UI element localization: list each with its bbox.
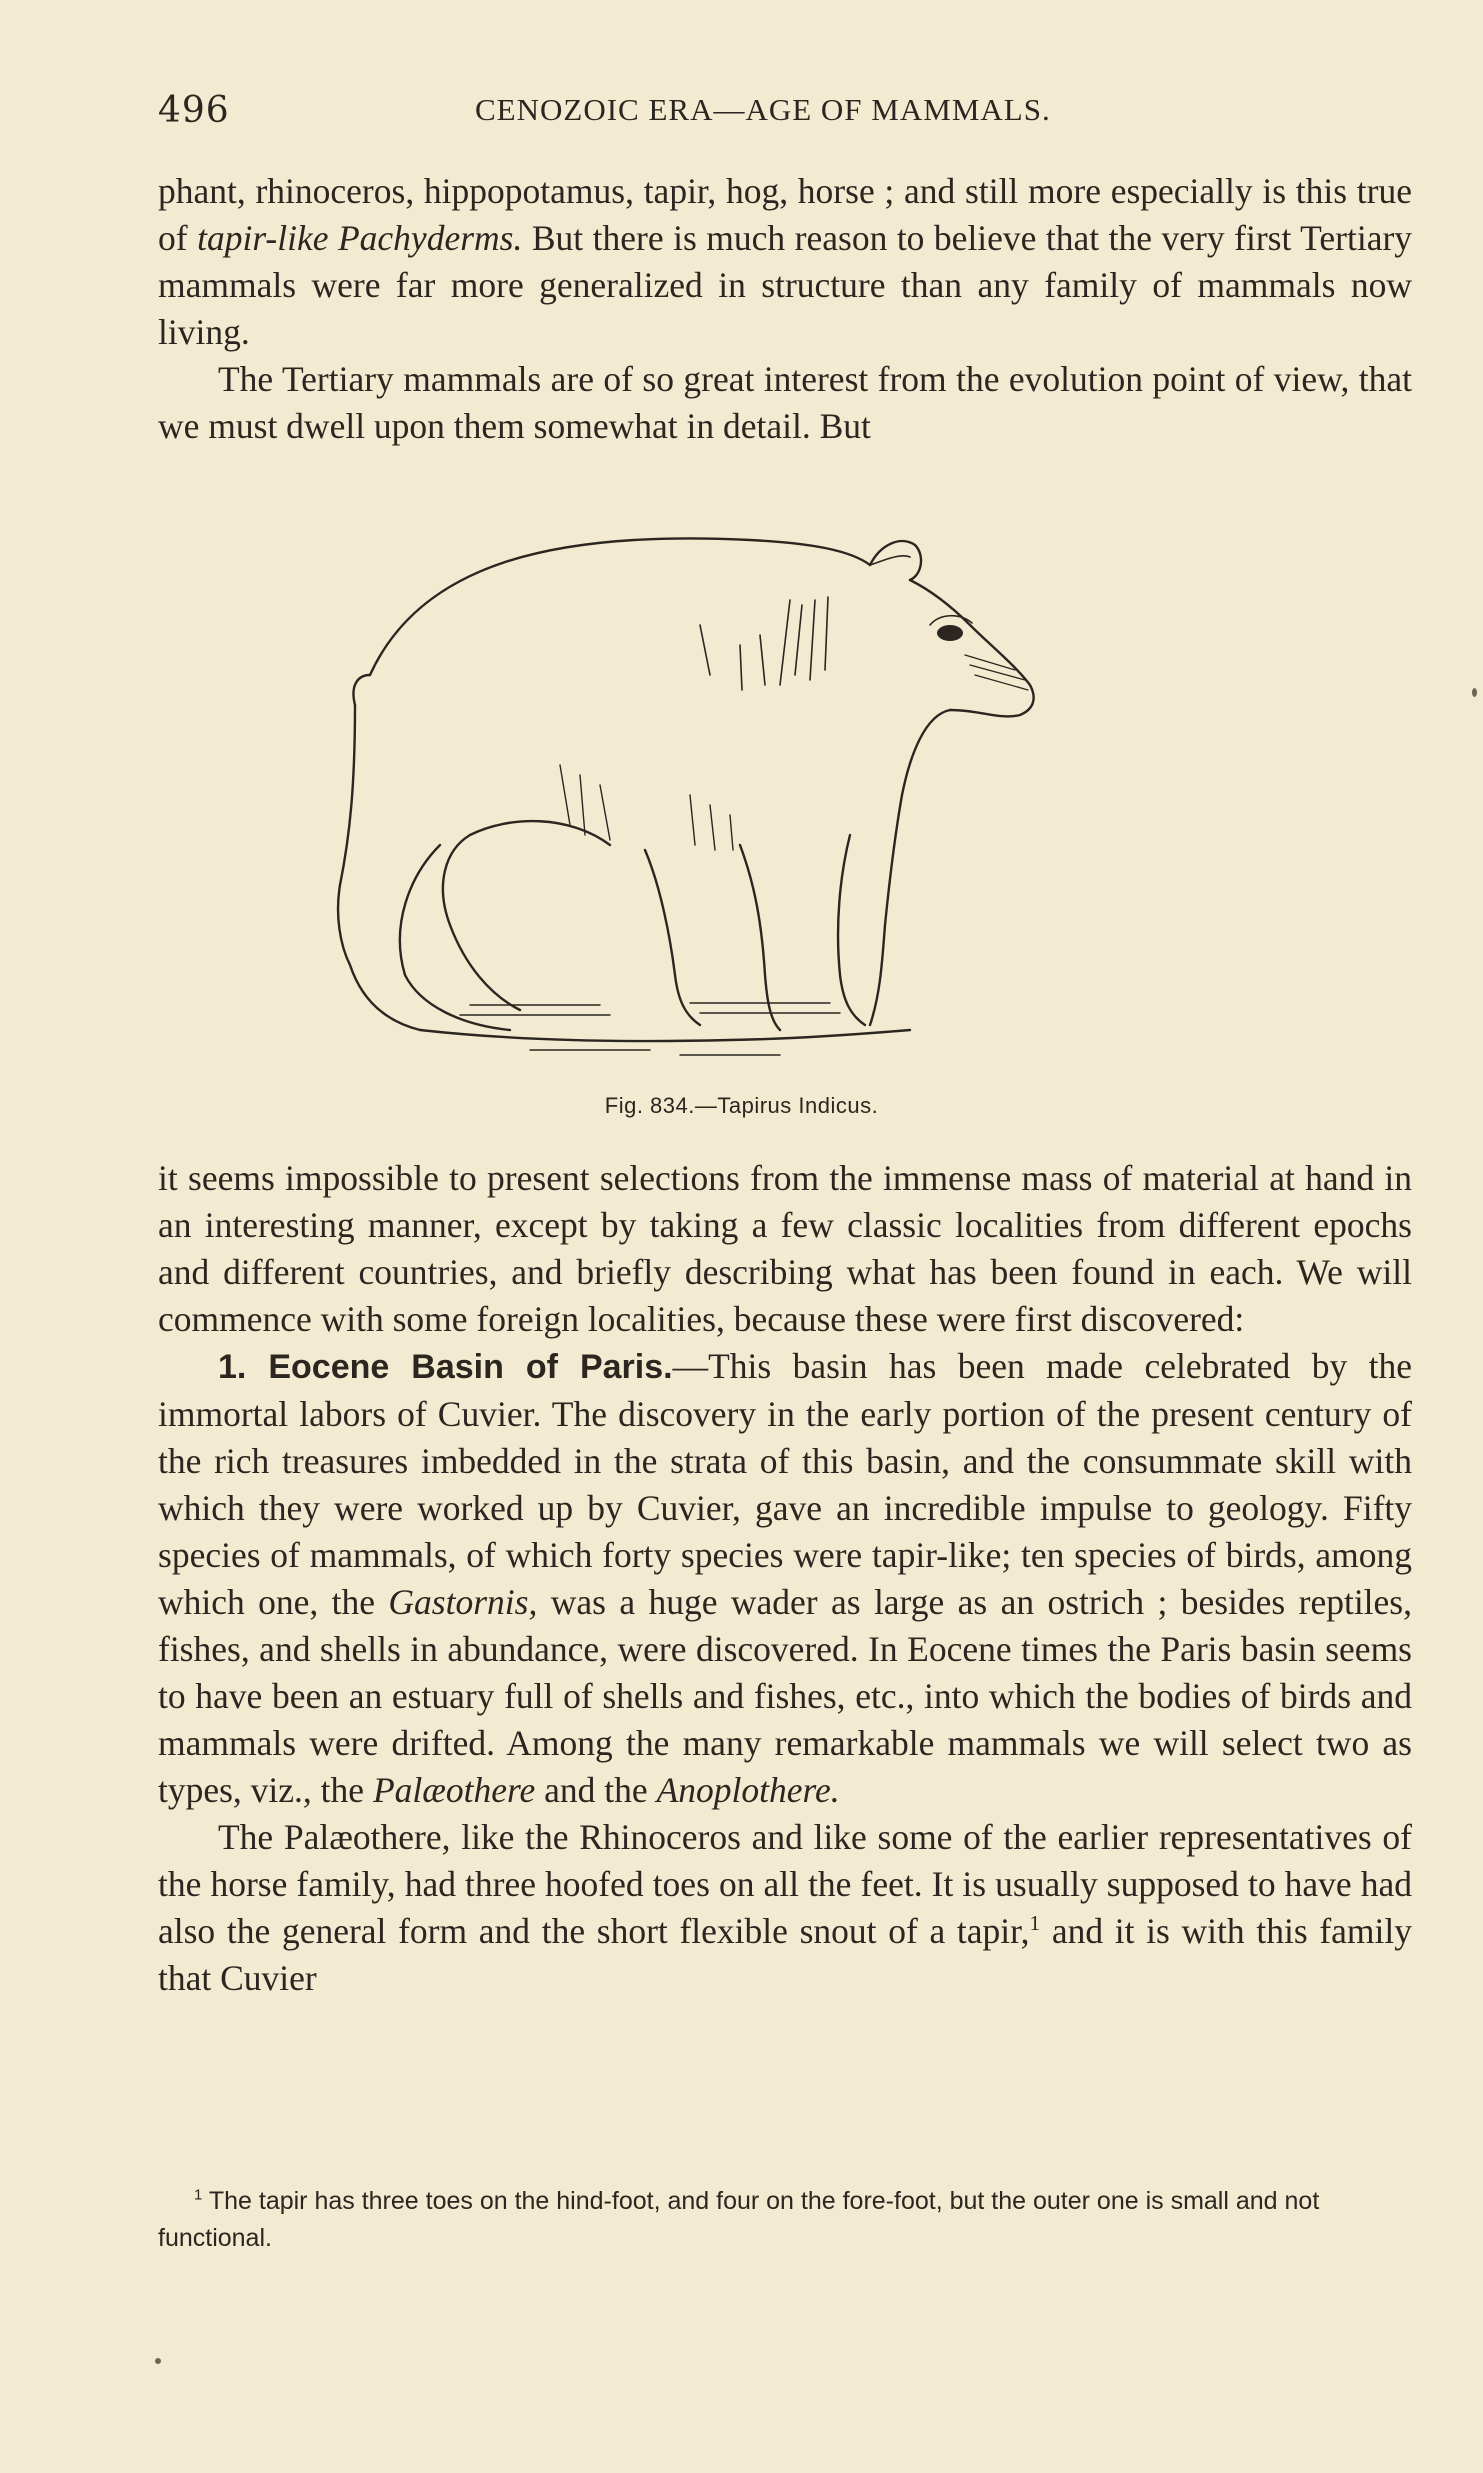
- tapir-illustration: [310, 505, 1040, 1085]
- emphasis: Palæothere: [372, 1770, 536, 1810]
- section-heading: 1. Eocene Basin of Paris.: [218, 1348, 673, 1386]
- paragraph: The Palæothere, like the Rhinoceros and like some of the earlier representatives of the horse family, had three hoofed toes on all the feet. It is usually supposed to have had also the general form and the short flexible snout of a tapir,$^1$ and it is with this family that Cuvier: [158, 1817, 1413, 1998]
- emphasis: Anoplothere.: [656, 1770, 840, 1810]
- footnote-text: The tapir has three toes on the hind-foot, and four on the fore-foot, but the outer one is small and not functional.: [158, 2187, 1320, 2252]
- paragraph: it seems impossible to present selections from the immense mass of material at hand in an interesting manner, except by taking a few classic localities from different epochs and different countries, and briefly describing what has been found in each. We will commence with some foreign localities, because these were first discovered:: [158, 1158, 1412, 1339]
- emphasis: tapir-like Pachyderms.: [197, 218, 523, 258]
- text-block-bottom: [158, 1155, 1412, 2002]
- running-title: CENOZOIC ERA—AGE OF MAMMALS.: [475, 92, 1051, 127]
- page-speck: [155, 2358, 161, 2364]
- footnote-marker: 1: [194, 2186, 203, 2204]
- footnote-ref: 1: [1029, 1911, 1041, 1936]
- running-head: [158, 90, 1408, 140]
- page-speck: [1472, 688, 1477, 697]
- page-number: 496: [158, 90, 230, 131]
- figure-caption: Fig. 834.—Tapirus Indicus.: [604, 1093, 879, 1118]
- emphasis: Gastornis,: [388, 1582, 538, 1622]
- text-block-top: [158, 168, 1412, 450]
- footnote: [158, 2183, 1412, 2257]
- paragraph: phant, rhinoceros, hippopotamus, tapir, hog, horse ; and still more especially is this true of tapir-like Pachyderms. But there is much reason to believe that the very first Tertiary mammals were far more generalized in structure than any family of mammals now living.: [158, 171, 1413, 352]
- paragraph: The Tertiary mammals are of so great interest from the evolution point of view, that we must dwell upon them somewhat in detail. But: [158, 359, 1412, 446]
- paragraph: 1. Eocene Basin of Paris.—This basin has been made celebrated by the immortal labors of Cuvier. The discovery in the early portion of the present century of the rich treasures imbedded in the strata of this basin, and the consummate skill with which they were worked up by Cuvier, gave an incredible impulse to geology. Fifty species of mammals, of which forty species were tapir-like; ten species of birds, among which one, the Gastornis, was a huge wader as large as an ostrich ; besides reptiles, fishes, and shells in abundance, were discovered. In Eocene times the Paris basin seems to have been an estuary full of shells and fishes, etc., into which the bodies of birds and mammals were drifted. Among the many remarkable mammals we will select two as types, viz., the Palæothere and the Anoplothere.: [158, 1346, 1412, 1810]
